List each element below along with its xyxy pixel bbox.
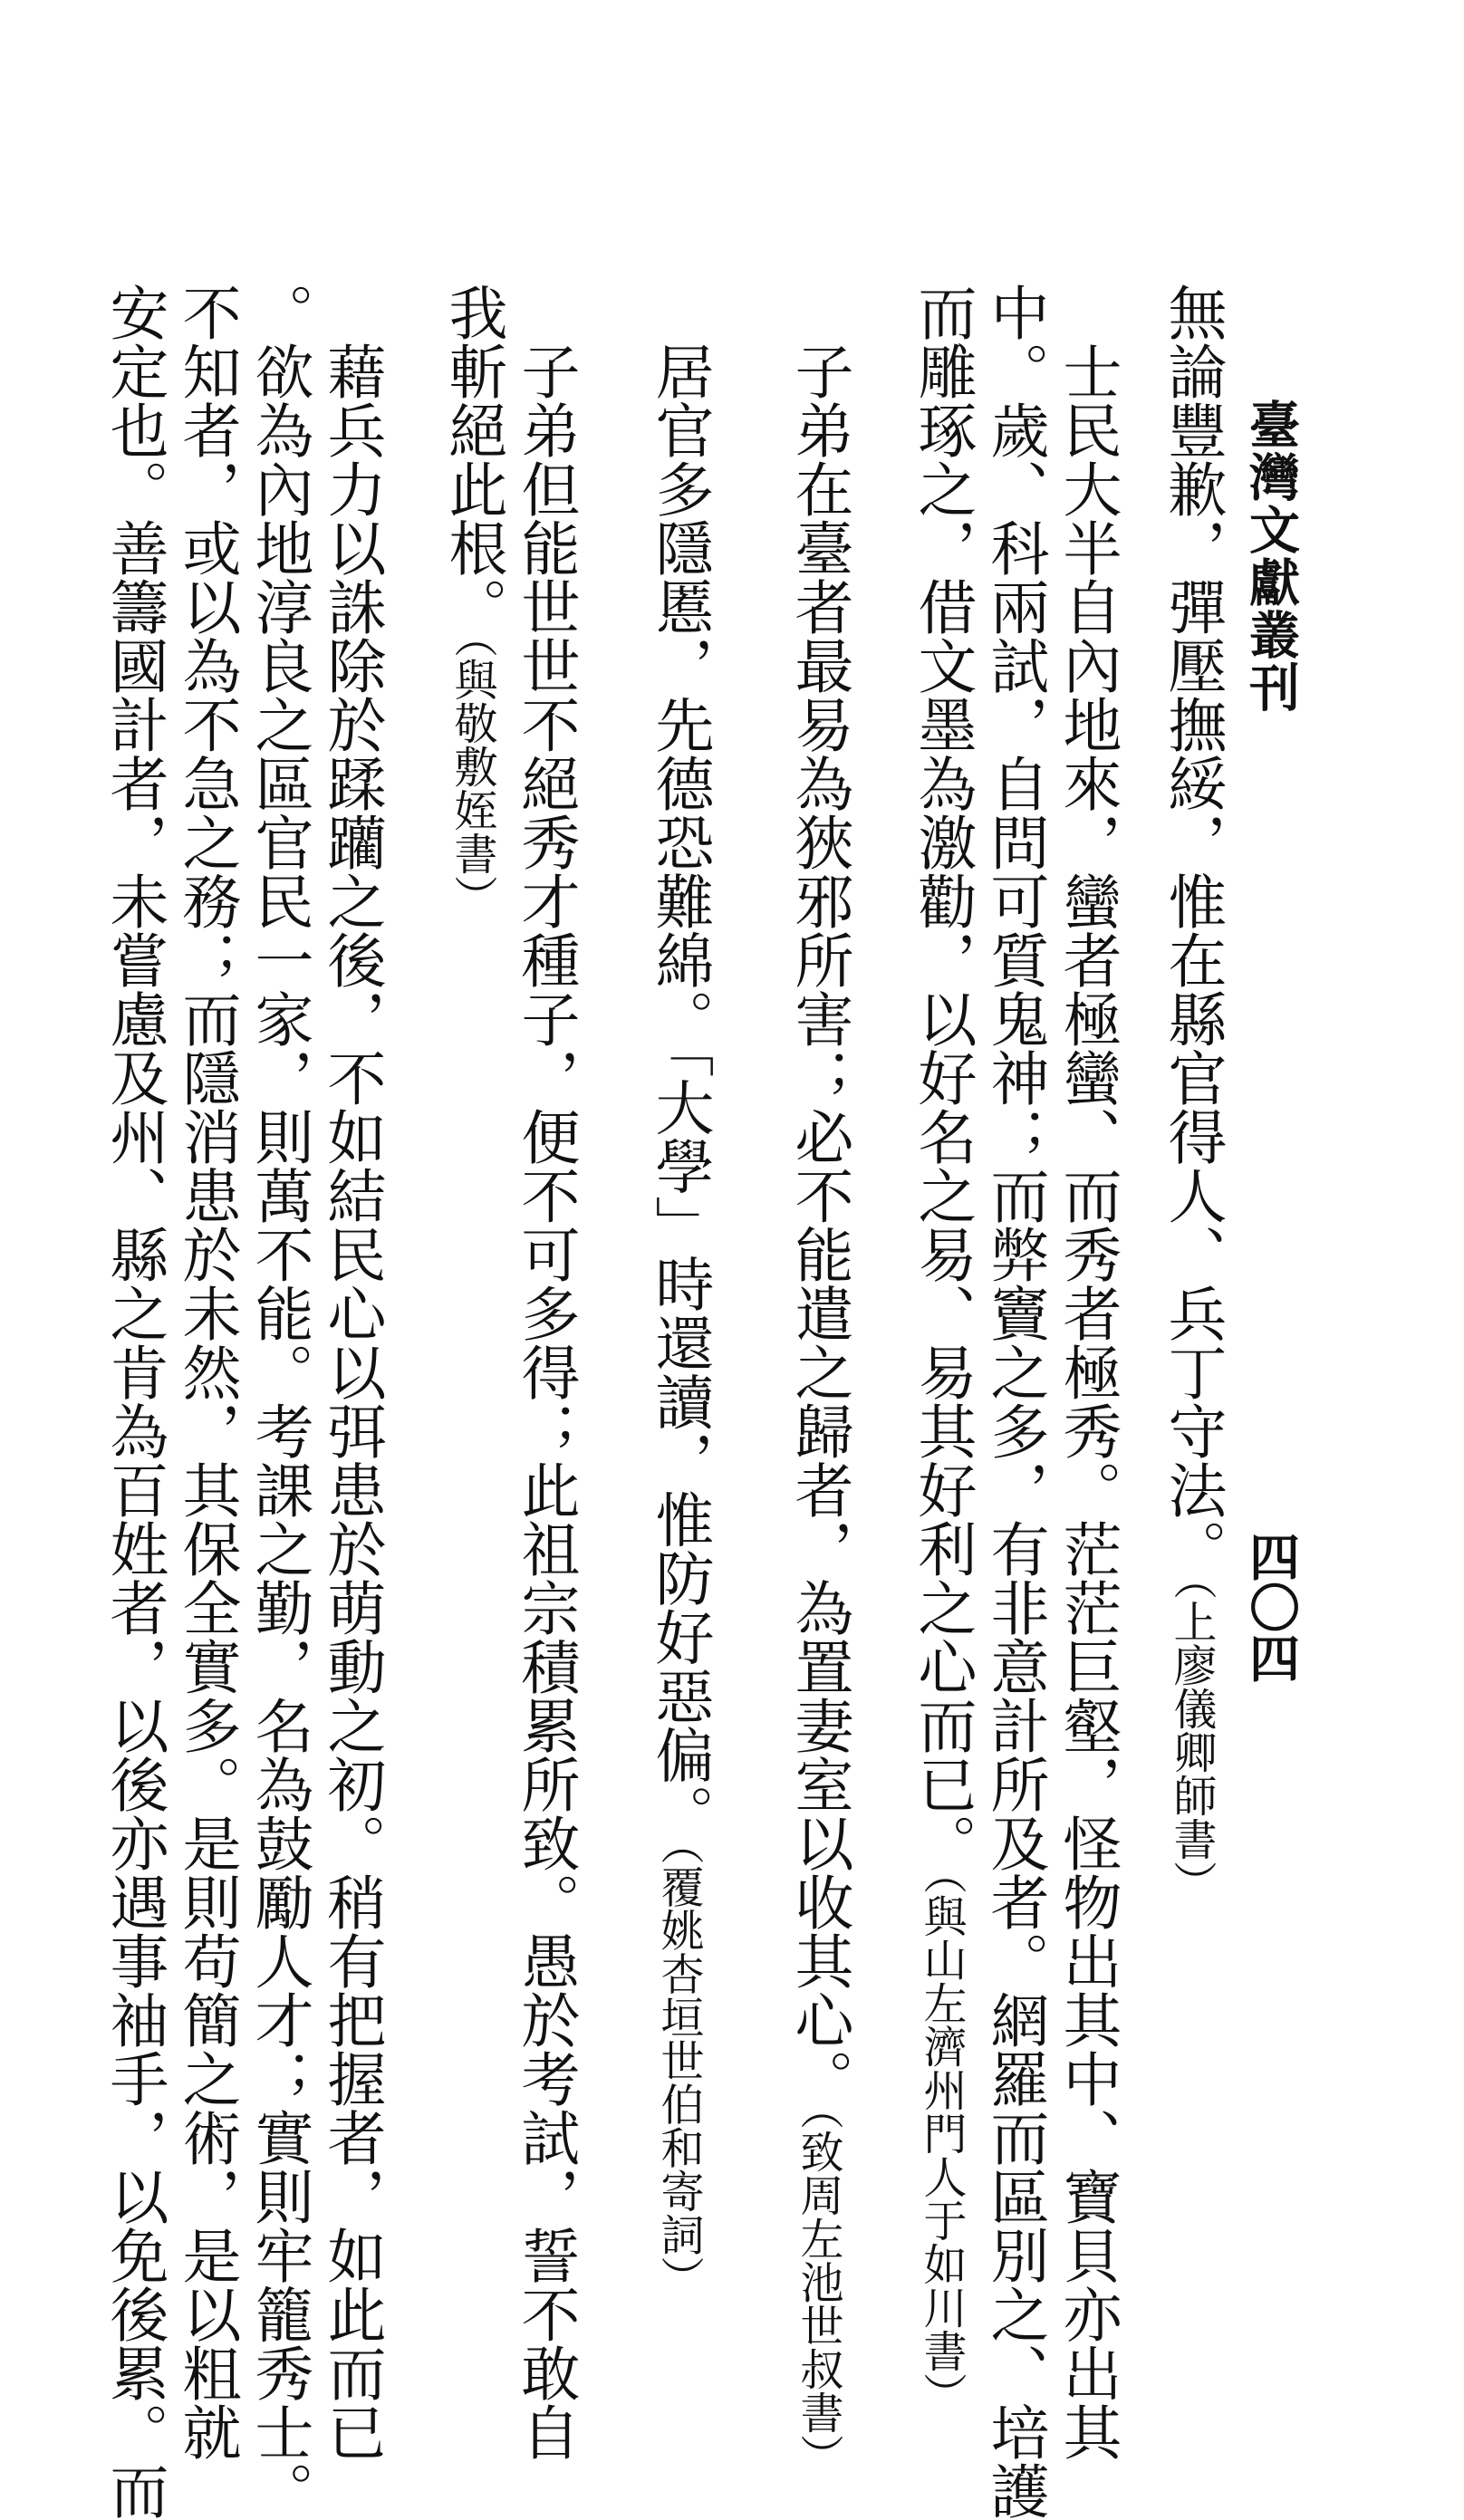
column-text: 中。歲、科兩試，自問可質鬼神；而弊竇之多，有非意計所及者。網羅而區別之、培護 bbox=[980, 283, 1048, 2520]
text-column bbox=[645, 283, 713, 2300]
text-column bbox=[100, 283, 168, 2520]
text-column bbox=[172, 283, 240, 2461]
text-column bbox=[1158, 283, 1225, 2022]
column-text: 藉兵力以誅除於蹂躪之後，不如結民心以弭患於萌動之初。稍有把握者，如此而已 bbox=[317, 283, 385, 2461]
column-text: 子弟但能世世不絕秀才種子，便不可多得；此祖宗積累所致。愚於考試，誓不敢自 bbox=[511, 283, 579, 2461]
text-column bbox=[908, 283, 976, 2416]
text-column bbox=[980, 283, 1048, 2520]
page-number: 四〇四 bbox=[1241, 1531, 1301, 1683]
text-column bbox=[245, 283, 313, 2520]
running-header-title: 臺灣文獻叢刊 bbox=[1241, 399, 1301, 714]
text-column bbox=[511, 283, 579, 2461]
text-column bbox=[785, 283, 852, 2477]
citation-note: （致周左池世叔書） bbox=[793, 2108, 843, 2477]
citation-note: （與山左濟州門人于如川書） bbox=[916, 1872, 967, 2416]
text-column bbox=[438, 283, 506, 2022]
text-column bbox=[317, 283, 385, 2461]
column-text: 而雕琢之，借文墨為激勸，以好名之易、易其好利之心而已。 bbox=[908, 283, 976, 1872]
citation-note: （上廖儀卿師書） bbox=[1166, 1578, 1217, 1904]
column-text: 我斬絕此根。 bbox=[438, 283, 506, 636]
column-text: 。欲為內地淳良之區官民一家，則萬不能。考課之勤，名為鼓勵人才；實則牢籠秀士。 bbox=[245, 283, 313, 2520]
column-text: 子弟在臺者最易為狹邪所害；必不能遣之歸者，為置妻室以收其心。 bbox=[785, 283, 852, 2108]
column-text: 士民大半自內地來，蠻者極蠻、而秀者極秀。茫茫巨壑，怪物出其中、寶貝亦出其 bbox=[1053, 283, 1121, 2461]
citation-note: （覆姚杏垣世伯和寄詞） bbox=[653, 1842, 704, 2300]
column-text: 安定也。善籌國計者，未嘗慮及州、縣之肯為百姓者，以後亦遇事袖手，以免後累。而 bbox=[100, 283, 168, 2520]
column-text: 居官多隱慝，先德恐難綿。「大學」時還讀，惟防好惡偏。 bbox=[645, 283, 713, 1843]
citation-note: （與敬敷姪書） bbox=[447, 636, 497, 919]
text-column bbox=[1053, 283, 1121, 2461]
column-text: 無論豐歉，彈壓撫綏，惟在縣官得人、兵丁守法。 bbox=[1158, 283, 1226, 1578]
column-text: 不知者，或以為不急之務；而隱消患於未然，其保全實多。是則苟簡之術，是以粗就 bbox=[172, 283, 240, 2461]
